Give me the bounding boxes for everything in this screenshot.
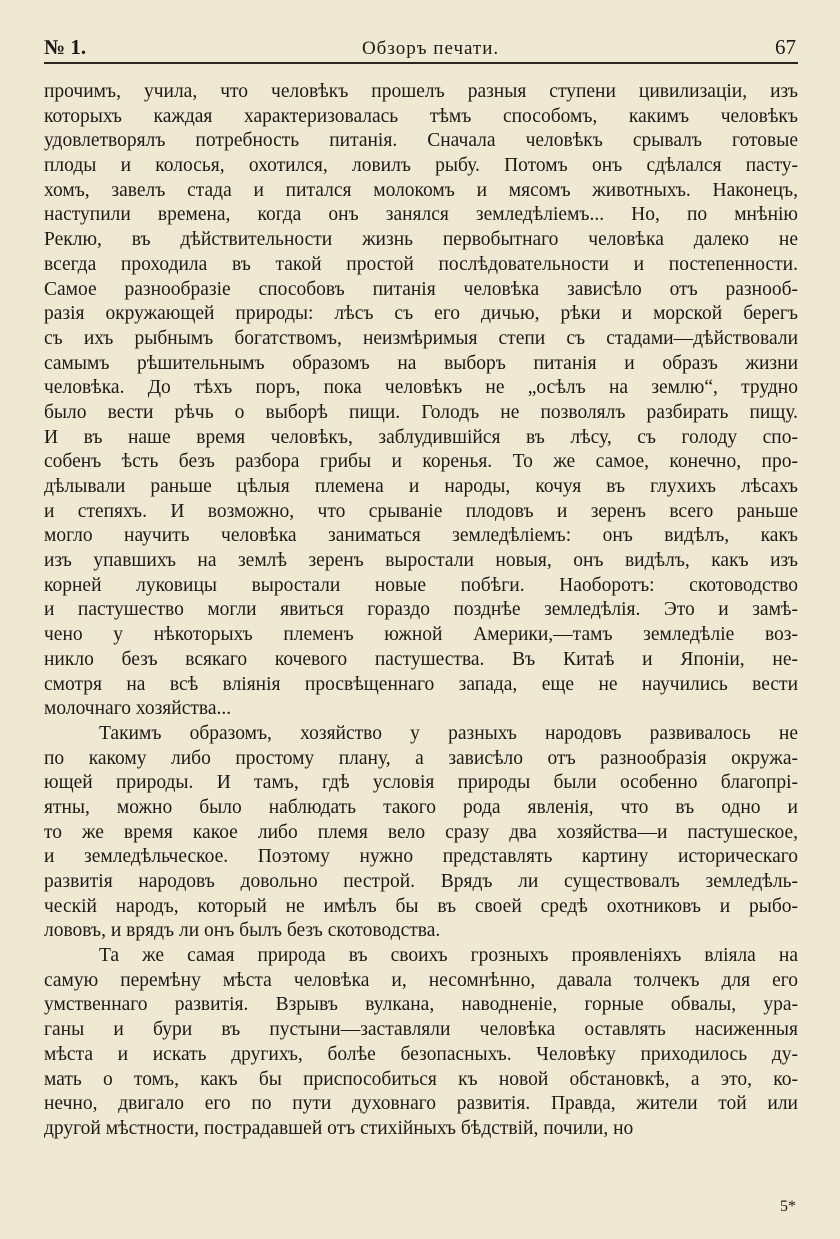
- text-line: другой мѣстности, пострадавшей отъ стихійныхъ бѣдствій, почили, но: [44, 1117, 634, 1139]
- text-line: удовлетворялъ потребность питанія. Сначала человѣкъ срывалъ готовые: [44, 130, 798, 152]
- issue-number: № 1.: [44, 35, 87, 59]
- text-line: ятны, можно было наблюдать такого рода явленія, что въ одно и: [44, 796, 798, 818]
- text-line: и пастушество могли явиться гораздо позднѣе земледѣлія. Это и замѣ-: [44, 599, 798, 621]
- signature-mark: 5*: [780, 1198, 796, 1215]
- text-line: человѣка. До тѣхъ поръ, пока человѣкъ не „осѣлъ на землю“, трудно: [44, 377, 798, 399]
- text-line: Самое разнообразіе способовъ питанія человѣка зависѣло отъ разнооб-: [44, 278, 798, 300]
- header-rule: [44, 62, 798, 64]
- text-line: плоды и колосья, охотился, ловилъ рыбу. Потомъ онъ сдѣлался пасту-: [44, 155, 798, 177]
- text-line: ющей природы. И тамъ, гдѣ условія природы были особенно благопрі-: [44, 772, 798, 794]
- text-line: ческій народъ, который не имѣлъ бы въ своей средѣ охотниковъ и рыбо-: [44, 895, 798, 917]
- text-line: Та же самая природа въ своихъ грозныхъ проявленіяхъ вліяла на: [99, 945, 798, 967]
- section-title: Обзоръ печати.: [361, 38, 500, 59]
- text-line: могло научить человѣка заниматься земледѣліемъ: онъ видѣлъ, какъ: [44, 525, 798, 547]
- text-line: никло безъ всякаго кочевого пастушества. Въ Китаѣ и Японіи, не-: [44, 648, 798, 670]
- text-line: хомъ, завелъ стада и питался молокомъ и мясомъ животныхъ. Наконецъ,: [44, 179, 798, 201]
- text-line: всегда проходила въ такой простой послѣдовательности и постепенности.: [44, 253, 798, 275]
- text-line: И въ наше время человѣкъ, заблудившійся въ лѣсу, съ голоду спо-: [44, 426, 798, 448]
- text-line: наступили времена, когда онъ занялся земледѣліемъ... Но, по мнѣнію: [44, 204, 798, 226]
- running-header: [44, 30, 796, 60]
- text-line: дѣлывали раньше цѣлыя племена и народы, кочуя въ глухихъ лѣсахъ: [44, 476, 798, 497]
- text-line: развитія народовъ довольно пестрой. Врядъ ли существовалъ земледѣль-: [44, 871, 798, 892]
- text-line: ганы и бури въ пустыни—заставляли человѣка оставлять насиженныя: [44, 1019, 798, 1041]
- text-line: мѣста и искать другихъ, болѣе безопасныхъ. Человѣку приходилось ду-: [44, 1043, 798, 1065]
- text-line: смотря на всѣ вліянія просвѣщеннаго запада, еще не научились вести: [44, 673, 798, 695]
- text-line: которыхъ каждая характеризовалась тѣмъ способомъ, какимъ человѣкъ: [44, 105, 798, 127]
- text-line: лововъ, и врядъ ли онъ былъ безъ скотоводства.: [44, 920, 441, 942]
- page-number: 67: [775, 35, 796, 59]
- text-line: молочнаго хозяйства...: [44, 698, 232, 720]
- text-line: корней луковицы выростали новые побѣги. Наоборотъ: скотоводство: [44, 574, 798, 596]
- text-line: самую перемѣну мѣста человѣка и, несомнѣнно, давала толчекъ для его: [44, 969, 798, 991]
- body-text: [44, 80, 798, 1142]
- text-line: чено у нѣкоторыхъ племенъ южной Америки,—тамъ земледѣліе воз-: [44, 624, 798, 646]
- text-line: мать о томъ, какъ бы приспособиться къ новой обстановкѣ, а это, ко-: [44, 1068, 798, 1090]
- text-line: и земледѣльческое. Поэтому нужно представлять картину историческаго: [44, 846, 798, 868]
- text-line: и степяхъ. И возможно, что срываніе плодовъ и зеренъ всего раньше: [44, 500, 798, 522]
- text-line: самымъ рѣшительнымъ образомъ на выборъ питанія и образъ жизни: [44, 352, 798, 374]
- text-line: разія окружающей природы: лѣсъ съ его дичью, рѣки и морской берегъ: [44, 303, 798, 325]
- text-line: Такимъ образомъ, хозяйство у разныхъ народовъ развивалось не: [99, 722, 798, 744]
- text-line: изъ упавшихъ на землѣ зеренъ выростали новыя, онъ видѣлъ, какъ изъ: [44, 550, 798, 572]
- text-line: нечно, двигало его по пути духовнаго развитія. Правда, жители той или: [44, 1093, 798, 1115]
- text-line: по какому либо простому плану, а зависѣло отъ разнообразія окружа-: [44, 747, 798, 769]
- text-line: съ ихъ рыбнымъ богатствомъ, неизмѣримыя степи съ стадами—дѣйствовали: [44, 327, 798, 349]
- text-line: умственнаго развитія. Взрывъ вулкана, наводненіе, горные обвалы, ура-: [44, 994, 798, 1016]
- text-line: Реклю, въ дѣйствительности жизнь первобытнаго человѣка далеко не: [44, 229, 798, 251]
- text-line: прочимъ, учила, что человѣкъ прошелъ разныя ступени цивилизаціи, изъ: [44, 81, 798, 102]
- text-line: то же время какое либо племя вело сразу два хозяйства—и пастушеское,: [44, 821, 798, 843]
- text-line: собенъ ѣсть безъ разбора грибы и коренья. То же самое, конечно, про-: [44, 451, 798, 473]
- text-line: было вести рѣчь о выборѣ пищи. Голодъ не позволялъ разбирать пищу.: [44, 401, 798, 423]
